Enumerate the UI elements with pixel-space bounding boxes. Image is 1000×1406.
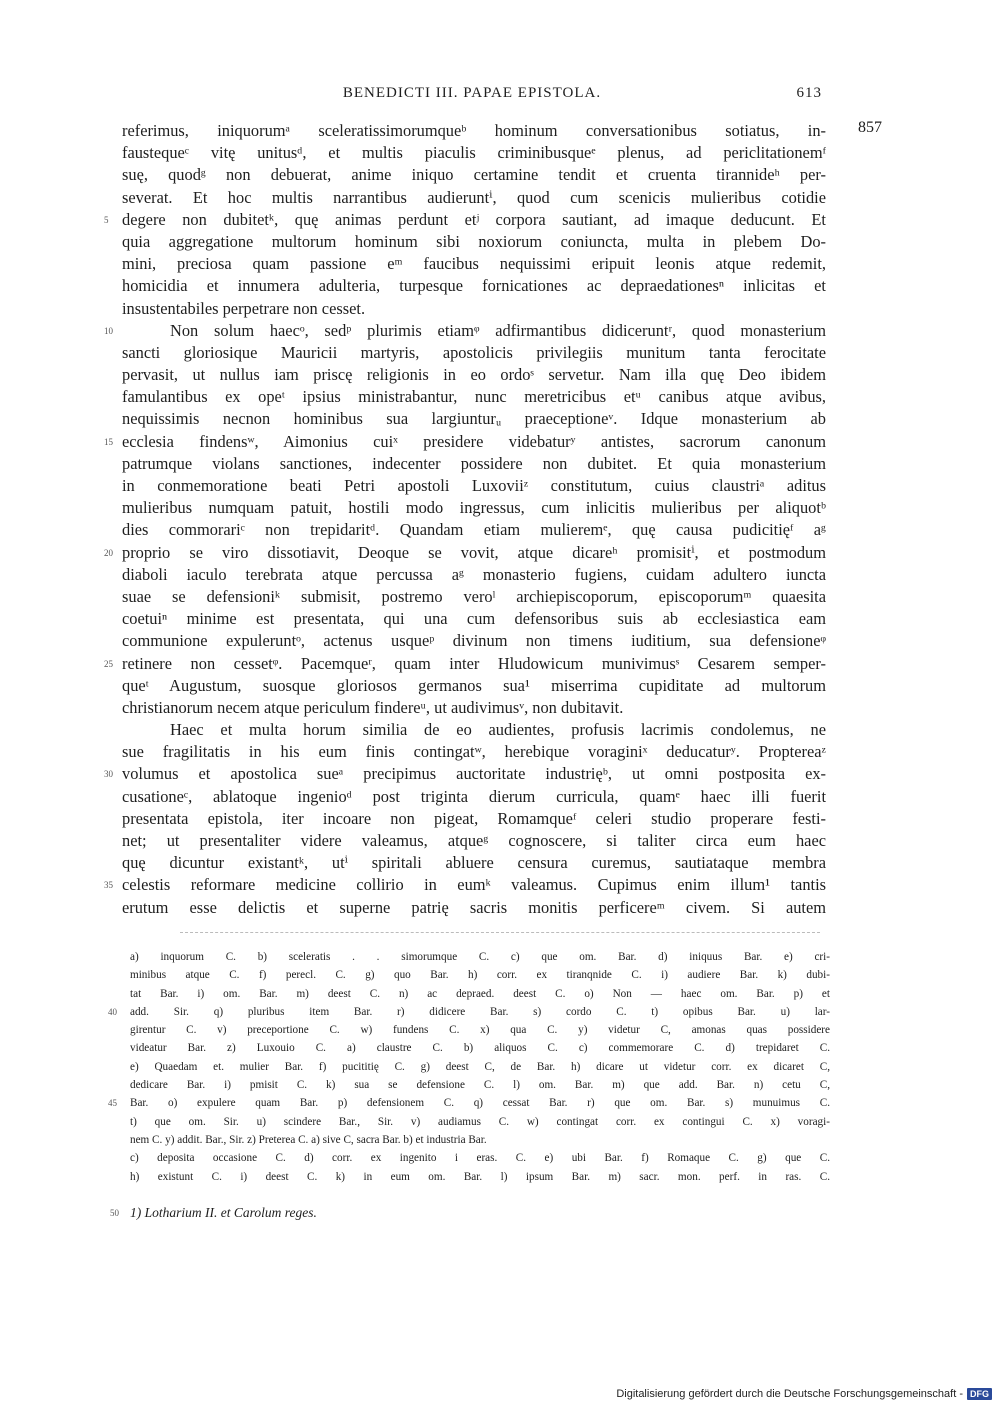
apparatus-line: nem C. y) addit. Bar., Sir. z) Preterea C. a) sive C, sacra Bar. b) et industria Bar.: [130, 1133, 487, 1146]
text-line: christianorum necem atque periculum findereᵘ, ut audivimusᵛ, non dubitavit.: [122, 697, 624, 717]
footnote-divider: [180, 932, 820, 933]
text-line: diaboli iaculo terebrata atque percussa aᵍ monasterio fugiens, cuidam adultero iuncta: [122, 564, 826, 584]
apparatus-line: dedicare Bar. i) pmisit C. k) sua se defensione C. l) om. Bar. m) que add. Bar. n) cetu C,: [130, 1079, 830, 1092]
line-number: 35: [104, 880, 113, 891]
text-line: faustequeᶜ vitę unitusᵈ, et multis piaculis criminibusqueᵉ plenus, ad periclitationemᶠ: [122, 143, 826, 163]
line-number: 50: [110, 1208, 119, 1218]
text-line: sue fragilitatis in his eum finis contingatʷ, herebique voraginiˣ deducaturʸ. Proptereaᶻ: [122, 742, 826, 762]
text-line: quę dicuntur existantᵏ, utⁱ spiritali abluere censura curemus, sautiataque membra: [122, 853, 826, 873]
text-line: 5 degere non dubitetᵏ, quę animas perdunt etʲ corpora sautiant, ad imaque deducunt. Et: [122, 209, 826, 231]
text-line: queᵗ Augustum, suosque gloriosos germanos sua¹ miserrima cupiditate ad multorum: [122, 675, 826, 695]
apparatus-line: tat Bar. i) om. Bar. m) deest C. n) ac depraed. deest C. o) Non — haec om. Bar. p) et: [130, 987, 830, 1000]
banner-text: Digitalisierung gefördert durch die Deutsche Forschungsgemeinschaft -: [616, 1388, 963, 1400]
line-number: 40: [108, 1006, 117, 1017]
text-line: 10 Non solum haecᵒ, sedᵖ plurimis etiamᵠ adfirmantibus didiceruntʳ, quod monasterium: [122, 320, 826, 342]
dfg-logo-icon: DFG: [967, 1388, 992, 1400]
text-line: suę, quodᵍ non debuerat, anime iniquo certamine tendit et cruenta tirannideʰ per-: [122, 165, 826, 185]
line-number: 30: [104, 769, 113, 780]
line-number: 25: [104, 658, 113, 669]
apparatus-line: c) deposita occasione C. d) corr. ex ingenito i eras. C. e) ubi Bar. f) Romaque C. g) que C.: [130, 1152, 830, 1165]
text-line: 20 proprio se viro dissotiavit, Deoque se vovit, atque dicareʰ promisitⁱ, et postmodum: [122, 542, 826, 564]
text-line: famulantibus ex opeᵗ ipsius ministrabantur, nunc meretricibus etᵘ canibus atque avibus,: [122, 387, 826, 407]
running-title: BENEDICTI III. PAPAE EPISTOLA.: [342, 85, 602, 101]
line-number: 15: [104, 436, 113, 447]
text-line: net; ut presentaliter videre valeamus, atqueᵍ cognoscere, si taliter circa eum haec: [122, 831, 826, 850]
text-line: mini, preciosa quam passione eᵐ faucibus nequissimi eripuit leonis atque redemit,: [122, 254, 826, 274]
apparatus-line: minibus atque C. f) perecl. C. g) quo Bar. h) corr. ex tiranqnide C. i) audiere Bar. k) dubi-: [130, 969, 830, 982]
text-line: homicidia et innumera adulteria, turpesque fornicationes ac depraedationesⁿ inlicitas et: [122, 276, 826, 296]
apparatus-line: a) inquorum C. b) sceleratis . . simorumque C. c) que om. Bar. d) iniquus Bar. e) cri-: [130, 951, 830, 963]
text-line: in conmemoratione beati Petri apostoli Luxoviiᶻ constitutum, cuius claustriᵃ aditus: [122, 476, 826, 495]
text-line: pervasit, ut nullus iam priscę religionis in eo ordoˢ servetur. Nam illa quę Deo ibidem: [122, 365, 826, 385]
text-line: 35 celestis reformare medicine collirio in eumᵏ valeamus. Cupimus enim illum¹ tantis: [122, 874, 826, 896]
text-line: communione expuleruntᵒ, actenus usqueᵖ divinum non timens iuditium, sua defensioneᵠ: [122, 631, 826, 651]
text-line: mulieribus numquam patuit, hostili modo ingressus, cum inlicitis mulieribus per aliquotᵇ: [122, 498, 826, 518]
apparatus-line: t) que om. Sir. u) scindere Bar., Sir. v) audiamus C. w) contingat corr. ex contingui C. x) voragi-: [130, 1115, 830, 1128]
text-line: 25 retinere non cessetᵠ. Pacemqueʳ, quam inter Hludowicum munivimusˢ Cesarem semper-: [122, 653, 826, 675]
apparatus-line: h) existunt C. i) deest C. k) in eum om. Bar. l) ipsum Bar. m) sacr. mon. perf. in ras. C.: [130, 1170, 830, 1183]
running-header: [122, 85, 822, 107]
text-line: presentata epistola, iter incoare non pigeat, Romamqueᶠ celeri studio properare festi-: [122, 808, 826, 828]
text-line: erutum esse delictis et superne patrię sacris monitis perficereᵐ civem. Si autem: [122, 897, 826, 917]
line-number: 20: [104, 547, 113, 558]
apparatus-line: e) Quaedam et. mulier Bar. f) pucititię C. g) deest C, de Bar. h) dicare ut videtur corr. ex dicaret C,: [130, 1060, 830, 1073]
margin-year: 857: [858, 119, 882, 136]
text-line: severat. Et hoc multis narrantibus audieruntⁱ, quod cum scenicis mulieribus cotidie: [122, 187, 826, 207]
apparatus-line: videatur Bar. z) Luxouio C. a) claustre C. b) aliquos C. c) commemorare C. d) trepidaret C.: [130, 1042, 830, 1055]
text-line: suae se defensioniᵏ submisit, postremo veroˡ archiepiscoporum, episcoporumᵐ quaesita: [122, 586, 826, 606]
text-line: nequissimis necnon hominibus sua largiunturᵤ praeceptioneᵛ. Idque monasterium ab: [122, 409, 826, 429]
text-line: Haec et multa horum similia de eo audientes, profusis lacrimis condolemus, ne: [170, 720, 826, 740]
text-line: cusationeᶜ, ablatoque ingenioᵈ post triginta dierum curricula, quamᵉ haec illi fuerit: [122, 786, 826, 806]
footnote: 1) Lotharium II. et Carolum reges.: [130, 1205, 317, 1220]
line-number: 10: [104, 325, 113, 336]
text-line: 30 volumus et apostolica sueᵃ precipimus auctoritate industrięᵇ, ut omni postposita ex-: [122, 763, 826, 785]
text-line: patrumque violans sanctiones, indecenter possidere non dubitet. Et quia monasterium: [122, 453, 826, 473]
page-number: 613: [796, 85, 822, 101]
main-text: [104, 120, 826, 919]
critical-apparatus: [108, 948, 830, 1186]
apparatus-line: girentur C. v) preceportione C. w) fundens C. x) qua C. y) videtur C, amonas quas possidere: [130, 1024, 830, 1037]
text-line: referimus, iniquorumᵃ sceleratissimorumqueᵇ hominum conversationibus sotiatus, in-: [122, 121, 826, 140]
dfg-banner: [616, 1388, 992, 1400]
apparatus-line: 40 add. Sir. q) pluribus item Bar. r) didicere Bar. s) cordo C. t) opibus Bar. u) lar-: [130, 1003, 830, 1021]
text-line: insustentabiles perpetrare non cesset.: [122, 298, 366, 318]
text-line: sancti gloriosique Mauricii martyris, apostolicis privilegiis munitum tanta ferocitate: [122, 342, 826, 362]
apparatus-line: 45 Bar. o) expulere quam Bar. p) defensionem C. q) cessat Bar. r) que om. Bar. s) munuimus C.: [130, 1094, 830, 1112]
text-line: coetuiⁿ minime est presentata, qui una cum defensoribus suis ab ecclesiastica eam: [122, 609, 826, 629]
text-line: dies commorariᶜ non trepidaritᵈ. Quandam etiam mulieremᵉ, quę causa pudicitięᶠ aᵍ: [122, 520, 826, 540]
text-line: quia aggregatione multorum hominum sibi noxiorum coniuncta, multa in plebem Do-: [122, 231, 826, 251]
line-number: 45: [108, 1098, 117, 1109]
line-number: 5: [104, 214, 109, 225]
text-line: 15 ecclesia findensʷ, Aimonius cuiˣ presidere videbaturʸ antistes, sacrorum canonum: [122, 431, 826, 453]
